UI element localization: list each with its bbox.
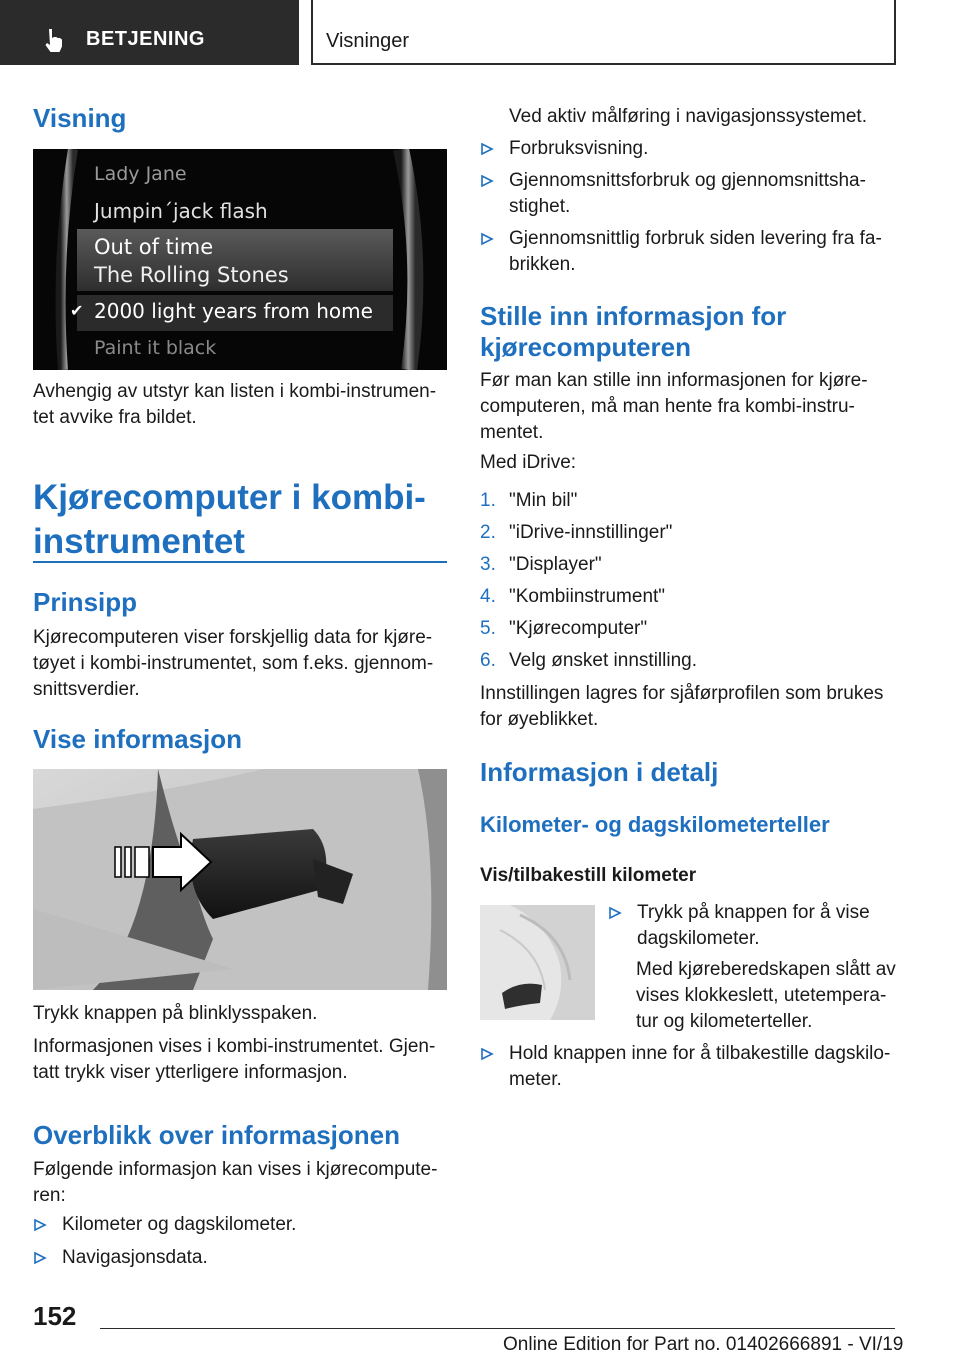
chapter-title: Visninger [326, 30, 410, 52]
stille-text: Før man kan stille inn informasjonen for kjøre- computeren, må man hente fra kombi-instru- mentet. [480, 370, 868, 443]
bullet-levering: Gjennomsnittlig forbruk siden levering fra fa- brikken. [480, 226, 895, 278]
page-number: 152 [33, 1301, 77, 1331]
menu-item: Out of time [94, 235, 214, 259]
step-text: "Displayer" [509, 554, 602, 575]
step-item [480, 584, 895, 610]
menu-item: 2000 light years from home [94, 299, 373, 323]
step-number: 1. [480, 490, 496, 511]
continued-text: Ved aktiv målføring i navigasjonssystemet. [509, 106, 867, 127]
step-text: "Kjørecomputer" [509, 618, 648, 639]
detalj-heading: Informasjon i detalj [480, 757, 719, 787]
bullet-hold-knappen: Hold knappen inne for å tilbakestille dagskilo- meter. [480, 1041, 895, 1093]
step-number: 5. [480, 618, 496, 639]
step-item [480, 616, 895, 642]
menu-item: Jumpin´jack flash [94, 199, 268, 223]
overblikk-heading: Overblikk over informasjonen [33, 1120, 401, 1150]
stille-heading: Stille inn informasjon for kjørecomputeren [480, 301, 787, 362]
innstillingen-text: Innstillingen lagres for sjåførprofilen som brukes for øyeblikket. [480, 683, 884, 730]
main-heading: Kjørecomputer i kombi- instrumentet [33, 478, 426, 561]
step-number: 4. [480, 586, 496, 607]
triangle-bullet-icon [33, 1251, 47, 1265]
bullet-trykk-knappen: Trykk på knappen for å vise dagskilometer. [608, 900, 895, 952]
step-number: 2. [480, 522, 496, 543]
hand-pointer-icon [40, 27, 66, 53]
bullet-kilometer: Kilometer og dagskilometer. [33, 1212, 447, 1238]
step-item [480, 520, 895, 546]
kilometer-heading: Kilometer- og dagskilometerteller [480, 812, 830, 837]
triangle-bullet-icon [480, 232, 494, 246]
step-item [480, 488, 895, 514]
step-text: "Kombiinstrument" [509, 586, 666, 607]
med-idrive: Med iDrive: [480, 452, 577, 473]
vis-heading: Vis/tilbakestill kilometer [480, 865, 697, 886]
overblikk-text: Følgende informasjon kan vises i kjørecompute- ren: [33, 1159, 438, 1206]
cluster-button-photo [480, 905, 595, 1020]
triangle-bullet-icon [608, 906, 622, 920]
bullet-forbruksvisning: Forbruksvisning. [480, 136, 895, 162]
instrument-button-illustration [480, 905, 595, 1020]
step-item [480, 648, 895, 674]
bullet-gjennomsnitt: Gjennomsnittsforbruk og gjennomsnittsha- stighet. [480, 168, 895, 220]
bullet-navigasjon: Navigasjonsdata. [33, 1245, 447, 1271]
menu-caption: Avhengig av utstyr kan listen i kombi-instrumen- tet avvike fra bildet. [33, 381, 437, 428]
checkmark-icon: ✔ [70, 301, 84, 320]
menu-item: Lady Jane [94, 163, 187, 185]
visning-heading: Visning [33, 103, 127, 133]
triangle-bullet-icon [480, 174, 494, 188]
step-number: 3. [480, 554, 496, 575]
step-text: Velg ønsket innstilling. [509, 650, 697, 671]
vise-heading: Vise informasjon [33, 724, 243, 754]
footer-rule [100, 1328, 895, 1329]
section-tab [0, 0, 299, 65]
menu-photo [33, 149, 447, 370]
kjoreberedskap-note: Med kjøreberedskapen slått av vises klokkeslett, utetempera- tur og kilometerteller. [636, 959, 896, 1032]
menu-item: The Rolling Stones [94, 263, 289, 287]
heading-rule [33, 561, 447, 563]
prinsipp-heading: Prinsipp [33, 587, 138, 617]
turn-signal-photo [33, 769, 447, 990]
step-number: 6. [480, 650, 496, 671]
prinsipp-text: Kjørecomputeren viser forskjellig data for kjøre- tøyet i kombi-instrumentet, som f.eks. gjennom- snittsverdier. [33, 627, 434, 700]
triangle-bullet-icon [33, 1218, 47, 1232]
step-text: "Min bil" [509, 490, 578, 511]
step-text: "iDrive-innstillinger" [509, 522, 673, 543]
section-label: BETJENING [86, 28, 205, 50]
menu-item: Paint it black [94, 337, 217, 359]
step-item [480, 552, 895, 578]
triangle-bullet-icon [480, 1047, 494, 1061]
trykk-text: Trykk knappen på blinklysspaken. [33, 1003, 318, 1024]
edition-text: Online Edition for Part no. 01402666891 - VI/19 [503, 1334, 904, 1355]
turn-signal-stalk-illustration [33, 769, 447, 990]
triangle-bullet-icon [480, 142, 494, 156]
info-text: Informasjonen vises i kombi-instrumentet. Gjen- tatt trykk viser ytterligere informasjon. [33, 1036, 436, 1083]
